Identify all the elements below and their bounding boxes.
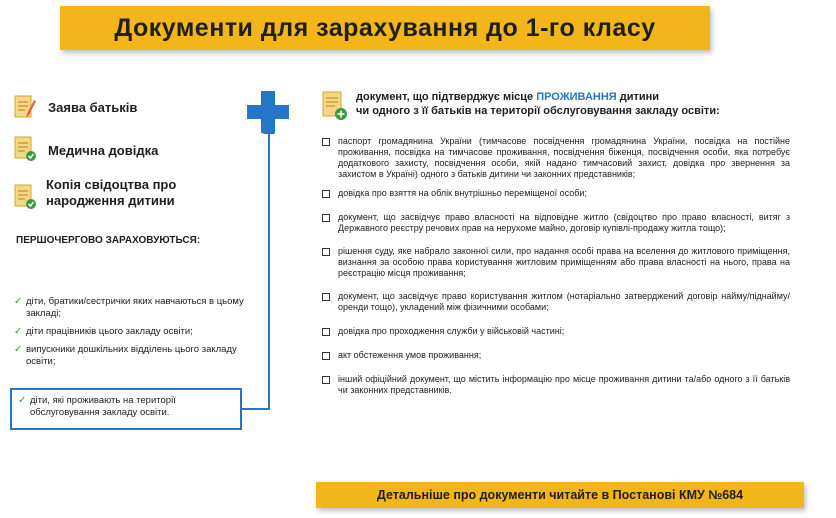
list-item [322,350,790,361]
list-item-text: діти, які проживають на території обслуговування закладу освіти. [30,395,176,418]
check-icon: ✓ [14,344,23,355]
check-icon: ✓ [14,326,23,337]
list-item [322,374,790,396]
page-title: Документи для зарахування до 1-го класу [114,13,656,42]
doc-item-label: Заява батьків [48,100,138,115]
residence-document-list [322,136,790,396]
heading-text: чи одного з її батьків на території обслуговування закладу освіти: [356,105,720,117]
list-item [14,326,254,338]
checkbox-bullet-icon [322,352,330,360]
list-item [14,296,254,320]
checkbox-bullet-icon [322,376,330,384]
heading-text: дитини [616,91,660,103]
arrow-up-icon [263,126,275,134]
check-icon: ✓ [14,296,23,307]
list-item-text: довідка про проходження служби у військовій частині; [338,326,565,336]
list-item-text: документ, що засвідчує право власності на відповідне житло (свідоцтво про право власності, витяг з Державного реєстру речових прав на нерухоме майно, договір купівлі-продажу житла тощо); [338,212,790,233]
footer-text: Детальніше про документи читайте в Постанові КМУ №684 [376,488,744,502]
list-item [18,395,234,419]
highlighted-priority-box [10,388,242,430]
check-icon: ✓ [18,395,27,406]
priority-list [14,296,254,374]
list-item [322,136,790,180]
list-item-text: документ, що засвідчує право користування житлом (нотаріально затверджений договір найму/піднайму/оренди тощо), укладений між фізичними особами; [338,291,790,312]
list-item [322,326,790,337]
connector-line [268,132,270,410]
checkbox-bullet-icon [322,214,330,222]
list-item [322,246,790,279]
list-item [322,188,790,199]
checkbox-bullet-icon [322,293,330,301]
heading-accent: ПРОЖИВАННЯ [536,91,617,103]
checkbox-bullet-icon [322,328,330,336]
pencil-document-icon [14,94,36,120]
list-item-text: інший офіційний документ, що містить інформацію про місце проживання дитини та/або одного з її батьків чи законних представників. [338,374,790,395]
footer-banner [316,482,804,508]
list-item-text: рішення суду, яке набрало законної сили, про надання особі права на вселення до житлового приміщення, визнання за особою права користування житловим приміщенням або права власності на нього, права на реєстрацію місця проживання; [338,246,790,278]
checkbox-bullet-icon [322,248,330,256]
list-item [322,291,790,313]
list-item [14,344,254,368]
checked-document-icon [14,136,36,162]
checkbox-bullet-icon [322,190,330,198]
list-item-text: акт обстеження умов проживання; [338,350,482,360]
list-item-text: випускники дошкільних відділень цього закладу освіти; [26,344,237,367]
add-document-icon [322,91,348,121]
doc-item-label: Копія свідоцтва про народження дитини [46,177,177,208]
residence-heading [356,90,806,118]
list-item-text: паспорт громадянина України (тимчасове посвідчення громадянина України, посвідка на постійне проживання, посвідка на тимчасове проживання, посвідчення біженця, посвідчення особи, яка потребує додаткового захисту, посвідчення особи, якій надано тимчасовий захист, довідка про звернення за захистом в Україні) одного з батьків дитини чи законних представників; [338,136,790,179]
checkbox-bullet-icon [322,138,330,146]
list-item-text: діти працівників цього закладу освіти; [26,326,193,337]
list-item [322,212,790,234]
priority-heading: ПЕРШОЧЕРГОВО ЗАРАХОВУЮТЬСЯ: [16,235,201,246]
connector-line [242,408,269,410]
title-banner [60,6,710,50]
list-item-text: довідка про взяття на облік внутрішньо переміщеної особи; [338,188,587,198]
doc-item-label: Медична довідка [48,143,159,158]
list-item-text: діти, братики/сестрички яких навчаються в цьому закладі; [26,296,244,319]
checked-document-icon [14,184,36,210]
heading-text: документ, що підтверджує місце [356,91,537,103]
